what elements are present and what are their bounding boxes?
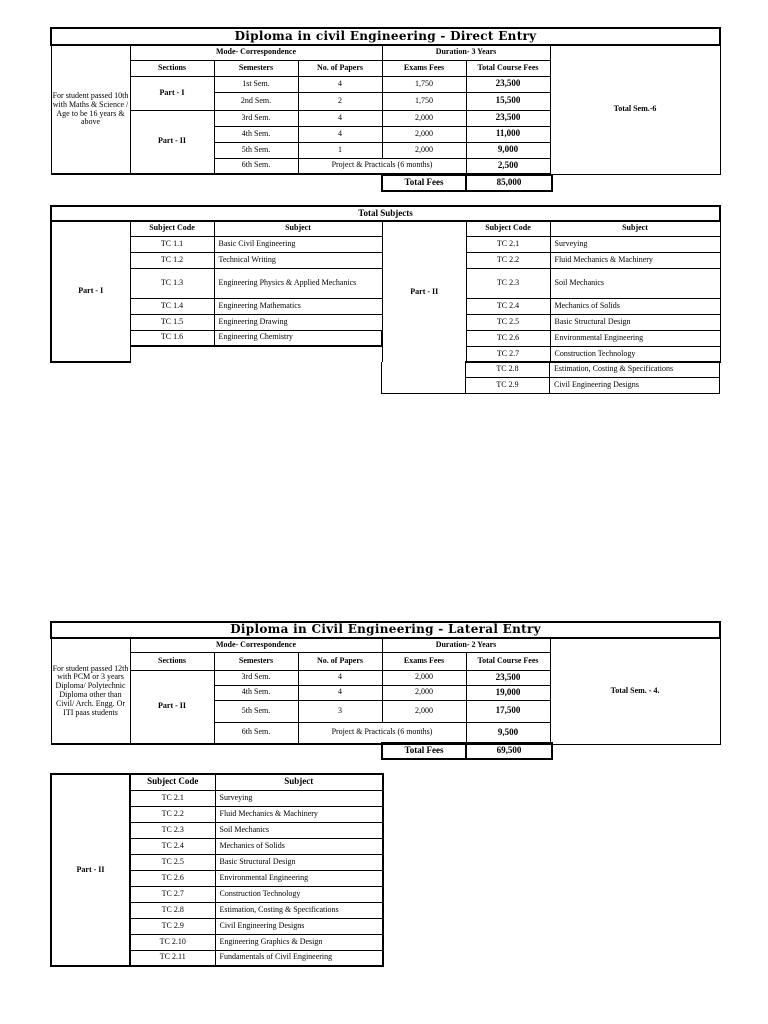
subject-name: Basic Structural Design	[215, 854, 383, 870]
subject-name: Construction Technology	[215, 886, 383, 902]
semester: 3rd Sem.	[214, 670, 298, 685]
subject-name: Fluid Mechanics & Machinery	[550, 252, 720, 268]
subject-code: TC 2.9	[466, 378, 550, 394]
subject-name: Engineering Physics & Applied Mechanics	[214, 268, 382, 298]
total-subjects-table	[50, 205, 721, 363]
lateral-entry-fee-table	[50, 621, 721, 745]
subject-name: Basic Structural Design	[550, 314, 720, 330]
subject-code: TC 2.3	[466, 268, 550, 298]
subject-code: TC 2.2	[130, 806, 215, 822]
subject-name: Engineering Mathematics	[214, 298, 382, 314]
subject-name: Surveying	[215, 790, 383, 806]
subject-name: Mechanics of Solids	[550, 298, 720, 314]
direct-entry-title: Diploma in civil Engineering - Direct Entry	[51, 28, 720, 45]
total-course-fee: 23,500	[466, 110, 550, 126]
subject-code: TC 2.6	[466, 330, 550, 346]
total-fees-label: Total Fees	[382, 743, 466, 759]
subject-name: Civil Engineering Designs	[550, 378, 720, 394]
semester: 4th Sem.	[214, 126, 298, 142]
lateral-eligibility: For student passed 12th with PCM or 3 years Diploma/ Polytechnic Diploma other than Civil/ Arch. Engg. Or ITI paas students	[51, 638, 130, 744]
papers: 4	[298, 670, 382, 685]
exam-fee: 2,000	[382, 126, 466, 142]
subject-code: TC 1.2	[130, 252, 214, 268]
subject-code: TC 2.2	[466, 252, 550, 268]
semester: 5th Sem.	[214, 142, 298, 158]
lateral-total-sem: Total Sem. - 4.	[550, 638, 720, 744]
subject-code: TC 1.4	[130, 298, 214, 314]
direct-mode: Mode- Correspondence	[130, 45, 382, 60]
subject-code: TC 1.5	[130, 314, 214, 330]
lateral-mode: Mode- Correspondence	[130, 638, 382, 652]
total-fees-value: 69,500	[466, 743, 552, 759]
subject-name: Surveying	[550, 236, 720, 252]
papers: 4	[298, 110, 382, 126]
header-sections: Sections	[130, 652, 214, 670]
subject-code: TC 2.11	[130, 950, 215, 966]
subject-code: TC 2.7	[130, 886, 215, 902]
exam-fee: 2,000	[382, 110, 466, 126]
subject-code-header: Subject Code	[130, 221, 214, 236]
subject-name: Soil Mechanics	[215, 822, 383, 838]
header-semesters: Semesters	[214, 60, 298, 76]
subject-code: TC 2.10	[130, 934, 215, 950]
direct-part-2: Part - II	[130, 110, 214, 174]
subjects-part-2: Part - II	[382, 221, 466, 362]
subjects-part-1: Part - I	[51, 221, 130, 362]
lateral-subjects-part-2: Part - II	[51, 774, 130, 966]
papers: 3	[298, 700, 382, 722]
total-course-fee: 19,000	[466, 685, 550, 700]
semester: 1st Sem.	[214, 76, 298, 92]
subject-code: TC 2.5	[466, 314, 550, 330]
header-total-fees: Total Course Fees	[466, 60, 550, 76]
subject-code: TC 2.8	[130, 902, 215, 918]
total-fees-label: Total Fees	[382, 175, 466, 191]
header-sections: Sections	[130, 60, 214, 76]
total-course-fee: 15,500	[466, 92, 550, 110]
papers: 4	[298, 126, 382, 142]
lateral-duration: Duration- 2 Years	[382, 638, 550, 652]
subject-header: Subject	[550, 221, 720, 236]
direct-part-1: Part - I	[130, 76, 214, 110]
subject-name: Soil Mechanics	[550, 268, 720, 298]
total-course-fee: 23,500	[466, 76, 550, 92]
subject-name: Engineering Chemistry	[214, 330, 382, 346]
subject-name: Engineering Drawing	[214, 314, 382, 330]
subject-name: Civil Engineering Designs	[215, 918, 383, 934]
subject-code: TC 2.5	[130, 854, 215, 870]
papers: 4	[298, 685, 382, 700]
header-papers: No. of Papers	[298, 652, 382, 670]
exam-fee: 1,750	[382, 92, 466, 110]
total-subjects-title: Total Subjects	[51, 206, 720, 221]
header-exam-fees: Exams Fees	[382, 652, 466, 670]
papers: 4	[298, 76, 382, 92]
total-course-fee: 9,000	[466, 142, 550, 158]
total-course-fee: 23,500	[466, 670, 550, 685]
subject-code: TC 1.6	[130, 330, 214, 346]
total-fees-value: 85,000	[466, 175, 552, 191]
exam-fee: 1,750	[382, 76, 466, 92]
lateral-subjects-table	[50, 773, 384, 967]
subject-name: Fundamentals of Civil Engineering	[215, 950, 383, 966]
subject-code: TC 2.4	[466, 298, 550, 314]
direct-eligibility: For student passed 10th with Maths & Science / Age to be 16 years & above	[51, 45, 130, 174]
subject-code: TC 2.4	[130, 838, 215, 854]
project-practicals: Project & Practicals (6 months)	[298, 158, 466, 174]
subject-code: TC 1.3	[130, 268, 214, 298]
subject-name: Fluid Mechanics & Machinery	[215, 806, 383, 822]
total-course-fee: 17,500	[466, 700, 550, 722]
subject-name: Construction Technology	[550, 346, 720, 362]
subject-code-header: Subject Code	[466, 221, 550, 236]
subject-name: Environmental Engineering	[550, 330, 720, 346]
header-exam-fees: Exams Fees	[382, 60, 466, 76]
header-total-fees: Total Course Fees	[466, 652, 550, 670]
header-semesters: Semesters	[214, 652, 298, 670]
exam-fee: 2,000	[382, 700, 466, 722]
semester: 6th Sem.	[214, 158, 298, 174]
subject-header: Subject	[215, 774, 383, 790]
semester: 6th Sem.	[214, 722, 298, 744]
papers: 2	[298, 92, 382, 110]
subject-code: TC 1.1	[130, 236, 214, 252]
subject-code: TC 2.6	[130, 870, 215, 886]
header-papers: No. of Papers	[298, 60, 382, 76]
exam-fee: 2,000	[382, 670, 466, 685]
direct-duration: Duration- 3 Years	[382, 45, 550, 60]
subject-name: Mechanics of Solids	[215, 838, 383, 854]
papers: 1	[298, 142, 382, 158]
subject-name: Technical Writing	[214, 252, 382, 268]
direct-entry-fee-table	[50, 27, 721, 175]
semester: 5th Sem.	[214, 700, 298, 722]
lateral-part-2: Part - II	[130, 670, 214, 744]
exam-fee: 2,000	[382, 685, 466, 700]
lateral-entry-title: Diploma in Civil Engineering - Lateral Entry	[51, 622, 720, 638]
direct-total-sem: Total Sem.-6	[550, 45, 720, 174]
subject-header: Subject	[214, 221, 382, 236]
subject-code: TC 2.1	[130, 790, 215, 806]
total-course-fee: 11,000	[466, 126, 550, 142]
subject-code: TC 2.9	[130, 918, 215, 934]
subject-name: Basic Civil Engineering	[214, 236, 382, 252]
subject-name: Environmental Engineering	[215, 870, 383, 886]
project-practicals: Project & Practicals (6 months)	[298, 722, 466, 744]
semester: 3rd Sem.	[214, 110, 298, 126]
total-course-fee: 9,500	[466, 722, 550, 744]
subject-name: Engineering Graphics & Design	[215, 934, 383, 950]
semester: 2nd Sem.	[214, 92, 298, 110]
subject-code: TC 2.7	[466, 346, 550, 362]
subject-code: TC 2.8	[466, 362, 550, 378]
exam-fee: 2,000	[382, 142, 466, 158]
direct-total-fees-box	[381, 174, 553, 192]
lateral-total-fees-box	[381, 742, 553, 760]
subjects-part-2-continued	[381, 361, 720, 394]
total-course-fee: 2,500	[466, 158, 550, 174]
semester: 4th Sem.	[214, 685, 298, 700]
subject-code-header: Subject Code	[130, 774, 215, 790]
subject-name: Estimation, Costing & Specifications	[215, 902, 383, 918]
subject-code: TC 2.3	[130, 822, 215, 838]
subject-code: TC 2.1	[466, 236, 550, 252]
subject-name: Estimation, Costing & Specifications	[550, 362, 720, 378]
